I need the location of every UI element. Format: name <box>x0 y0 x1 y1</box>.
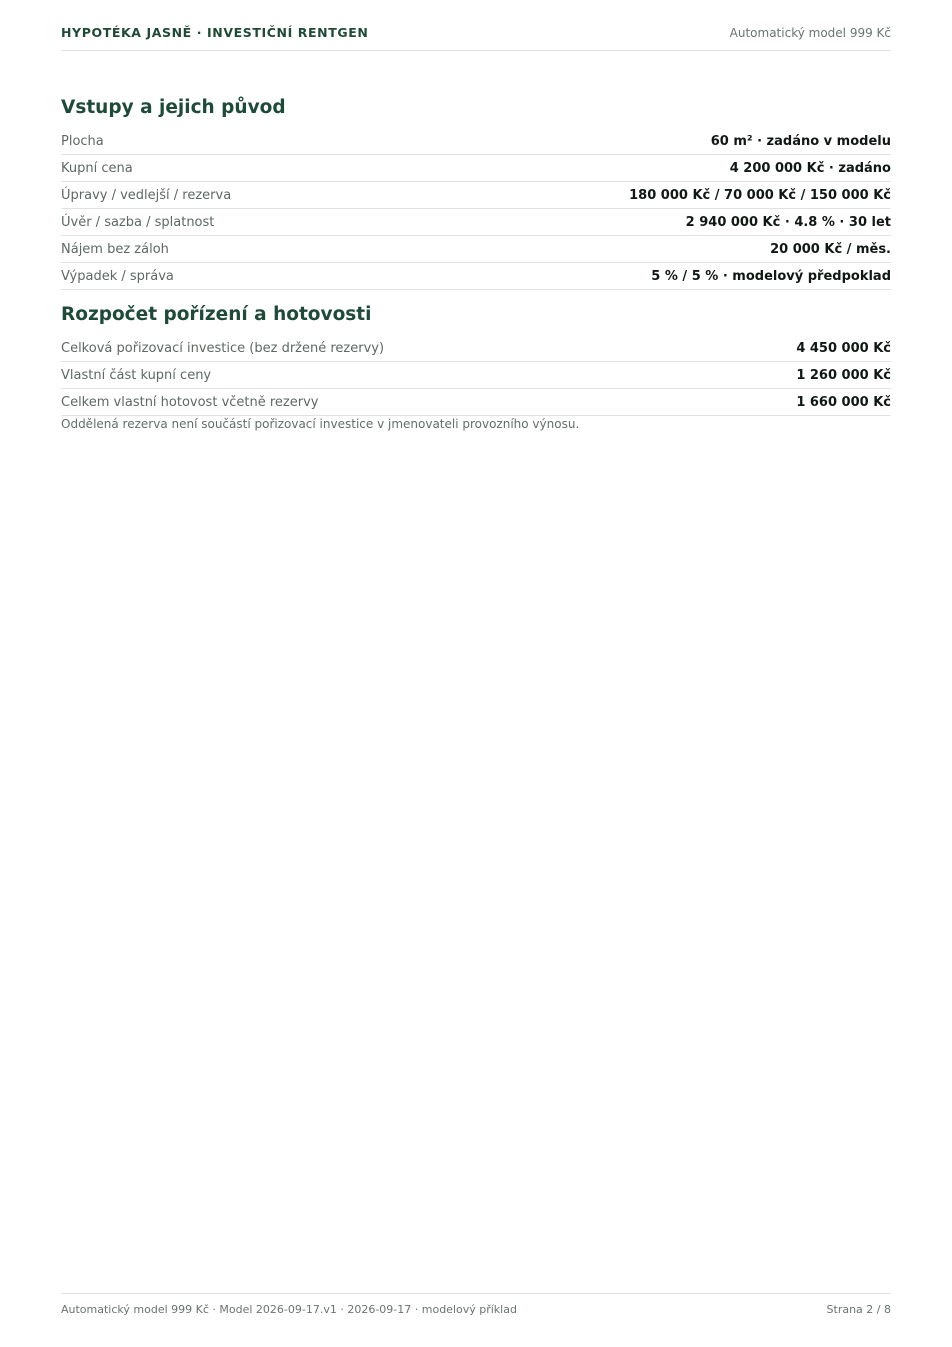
table-row <box>61 263 891 290</box>
row-value: 60 m² · zadáno v modelu <box>710 133 891 149</box>
row-value: 20 000 Kč / měs. <box>770 241 891 257</box>
page-footer <box>61 1293 891 1316</box>
table-row <box>61 362 891 389</box>
header-model-label: Automatický model 999 Kč <box>729 26 891 40</box>
row-value: 4 450 000 Kč <box>796 340 891 356</box>
table-row <box>61 236 891 263</box>
report-page <box>61 0 891 1347</box>
row-value: 1 660 000 Kč <box>796 394 891 410</box>
inputs-table <box>61 128 891 290</box>
row-value: 5 % / 5 % · modelový předpoklad <box>651 268 891 284</box>
table-row <box>61 182 891 209</box>
table-row <box>61 335 891 362</box>
section-title-budget: Rozpočet pořízení a hotovosti <box>61 304 372 325</box>
row-value: 180 000 Kč / 70 000 Kč / 150 000 Kč <box>629 187 891 203</box>
table-row <box>61 128 891 155</box>
row-label: Kupní cena <box>61 160 133 176</box>
row-label: Celková pořizovací investice (bez držené rezervy) <box>61 340 385 356</box>
row-label: Plocha <box>61 133 104 149</box>
table-row <box>61 155 891 182</box>
row-label: Nájem bez záloh <box>61 241 169 257</box>
brand-title: HYPOTÉKA JASNĚ · INVESTIČNÍ RENTGEN <box>61 25 369 40</box>
footer-model-info: Automatický model 999 Kč · Model 2026-09-17.v1 · 2026-09-17 · modelový příklad <box>61 1303 517 1316</box>
row-value: 2 940 000 Kč · 4.8 % · 30 let <box>685 214 891 230</box>
section-title-inputs: Vstupy a jejich původ <box>61 97 286 118</box>
row-label: Vlastní část kupní ceny <box>61 367 212 383</box>
row-label: Úpravy / vedlejší / rezerva <box>61 187 232 203</box>
budget-note: Oddělená rezerva není součástí pořizovací investice v jmenovateli provozního výnosu. <box>61 417 580 431</box>
row-label: Celkem vlastní hotovost včetně rezervy <box>61 394 319 410</box>
row-value: 1 260 000 Kč <box>796 367 891 383</box>
row-label: Výpadek / správa <box>61 268 174 284</box>
row-label: Úvěr / sazba / splatnost <box>61 214 215 230</box>
page-number: Strana 2 / 8 <box>826 1303 891 1316</box>
budget-table <box>61 335 891 416</box>
table-row <box>61 209 891 236</box>
row-value: 4 200 000 Kč · zadáno <box>729 160 891 176</box>
page-header <box>61 24 891 51</box>
table-row <box>61 389 891 416</box>
